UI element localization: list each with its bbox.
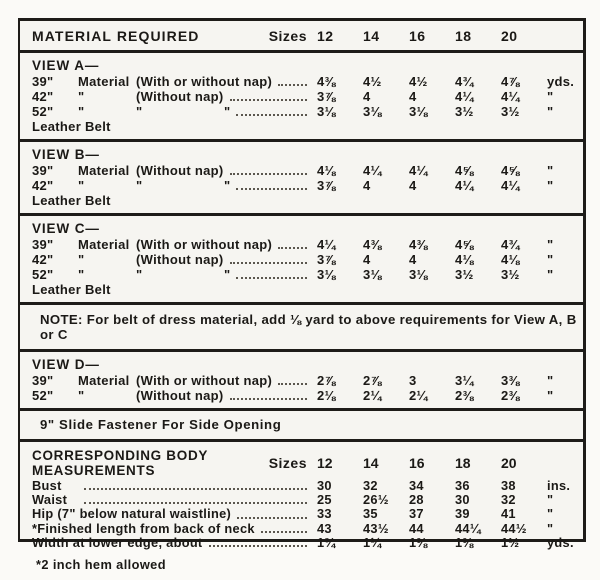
size-column: 14	[363, 28, 380, 44]
dotted-leader	[237, 517, 307, 519]
value-cell: 4	[363, 89, 371, 104]
row-label-part: Material	[78, 373, 130, 388]
row-label-part: Hip (7" below natural waistline)	[32, 506, 232, 522]
value-cell: 2⅞	[363, 373, 382, 388]
hem-footnote: *2 inch hem allowed	[36, 557, 166, 573]
body-title-line1: CORRESPONDING BODY	[32, 448, 209, 463]
value-cell: 37	[409, 506, 424, 522]
size-column: 12	[317, 455, 333, 471]
row-label-part: (Without nap)	[136, 252, 224, 267]
value-cell: 38	[501, 478, 516, 493]
row-label-part: "	[78, 267, 85, 282]
table-header	[20, 21, 583, 50]
value-cell: 4⅝	[455, 237, 474, 252]
row-label	[32, 119, 547, 134]
value-cell: 4⅛	[317, 163, 336, 178]
value-cell: 4⅞	[501, 74, 520, 89]
row-values	[317, 522, 547, 536]
row-label	[32, 522, 317, 536]
row-label-part: Leather Belt	[32, 282, 111, 297]
value-cell: 3⅛	[317, 104, 336, 119]
unit-cell: "	[547, 178, 554, 193]
row-label-part: "	[224, 104, 231, 119]
value-cell: 1⅜	[455, 534, 474, 550]
size-column: 18	[455, 455, 471, 471]
value-cell: 4¼	[455, 89, 474, 104]
unit-cell: "	[547, 163, 554, 178]
dotted-leader	[261, 531, 307, 533]
row-label	[32, 104, 317, 119]
row-label-part: Leather Belt	[32, 193, 111, 208]
row-label-part: Width at lower edge, about	[32, 534, 203, 550]
view-title: VIEW B—	[32, 147, 100, 162]
value-cell: 4⅝	[455, 163, 474, 178]
views-sections	[20, 50, 583, 302]
row-label-part: "	[224, 267, 231, 282]
row-values	[317, 89, 547, 104]
unit-cell: "	[547, 89, 554, 104]
row-label-part: *Finished length from back of neck	[32, 520, 255, 536]
table-row	[20, 388, 583, 403]
value-cell: 30	[455, 492, 470, 508]
table-row	[20, 479, 583, 493]
size-column: 14	[363, 455, 379, 471]
row-label-part: 52"	[32, 104, 54, 119]
value-cell: 43	[317, 520, 332, 536]
body-title-line2: MEASUREMENTS	[32, 463, 156, 478]
row-label	[32, 237, 317, 252]
unit-cell: yds.	[547, 74, 575, 89]
body-measurement-rows	[20, 479, 583, 550]
size-column: 16	[409, 28, 426, 44]
row-label-part: 42"	[32, 89, 54, 104]
value-cell: 30	[317, 478, 332, 493]
table-row	[20, 119, 583, 134]
row-label	[32, 282, 547, 297]
value-cell: 34	[409, 478, 424, 493]
value-cell: 2¼	[363, 388, 382, 403]
row-label	[32, 479, 317, 493]
row-label	[32, 536, 317, 550]
value-cell: 3⅞	[317, 252, 336, 267]
unit-cell: "	[547, 267, 554, 282]
dotted-leader	[278, 383, 307, 385]
row-label-part: "	[78, 252, 85, 267]
row-label-part: 39"	[32, 373, 54, 388]
value-cell: 3½	[455, 104, 474, 119]
row-label-part: (With or without nap)	[136, 74, 273, 89]
view-title: VIEW A—	[32, 58, 100, 73]
value-cell: 35	[363, 506, 378, 522]
table-row	[20, 507, 583, 521]
value-cell: 4¼	[363, 163, 382, 178]
size-column: 20	[501, 28, 518, 44]
value-cell: 4½	[363, 74, 382, 89]
value-cell: 2⅜	[501, 388, 520, 403]
value-cell: 2⅛	[317, 388, 336, 403]
dotted-leader	[236, 188, 307, 190]
table-row	[20, 237, 583, 252]
value-cell: 3⅛	[363, 104, 382, 119]
row-label-part: "	[78, 388, 85, 403]
row-label-part: (Without nap)	[136, 89, 224, 104]
value-cell: 3½	[501, 267, 520, 282]
dotted-leader	[230, 99, 307, 101]
row-values	[317, 163, 547, 178]
value-cell: 4¼	[317, 237, 336, 252]
value-cell: 3⅛	[409, 104, 428, 119]
table-row	[20, 104, 583, 119]
value-cell: 33	[317, 506, 332, 522]
value-cell: 2⅜	[455, 388, 474, 403]
row-label-part: 42"	[32, 252, 54, 267]
note-band	[20, 302, 583, 349]
unit-cell: "	[547, 104, 554, 119]
value-cell: 44½	[501, 520, 527, 536]
dotted-leader	[278, 84, 307, 86]
table-row	[20, 178, 583, 193]
row-label	[32, 74, 317, 89]
row-values	[317, 388, 547, 403]
body-measurements-title	[32, 448, 208, 478]
dotted-leader	[84, 502, 307, 504]
pattern-yardage-table	[18, 18, 586, 573]
row-label-part: Leather Belt	[32, 119, 111, 134]
value-cell: 4¼	[501, 89, 520, 104]
table-row	[20, 536, 583, 550]
table-row	[20, 74, 583, 89]
row-label-part: (With or without nap)	[136, 237, 273, 252]
row-values	[317, 252, 547, 267]
body-sizes-label: Sizes	[268, 455, 307, 471]
unit-cell: "	[547, 237, 554, 252]
value-cell: 4	[409, 89, 417, 104]
sizes-label: Sizes	[268, 28, 307, 44]
value-cell: 4¼	[409, 163, 428, 178]
value-cell: 3	[409, 373, 417, 388]
value-cell: 4½	[409, 74, 428, 89]
value-cell: 44	[409, 520, 424, 536]
row-values	[317, 493, 547, 507]
unit-cell: "	[547, 373, 554, 388]
row-label	[32, 388, 317, 403]
row-label	[32, 507, 317, 521]
fastener-text: 9" Slide Fastener For Side Opening	[40, 417, 282, 432]
unit-cell: ins.	[547, 478, 571, 493]
value-cell: 1¼	[363, 534, 382, 550]
value-cell: 3¼	[455, 373, 474, 388]
value-cell: 2¼	[409, 388, 428, 403]
fastener-band	[20, 408, 583, 439]
view-section	[20, 349, 583, 408]
value-cell: 3⅛	[363, 267, 382, 282]
value-cell: 3⅞	[317, 89, 336, 104]
row-label-part: Material	[78, 237, 130, 252]
row-label-part: Bust	[32, 478, 62, 493]
value-cell: 1⅜	[409, 534, 428, 550]
body-header-label-area	[32, 448, 317, 478]
table-row	[20, 252, 583, 267]
dotted-leader	[84, 488, 307, 490]
row-values	[317, 536, 547, 550]
table-header-label-area	[32, 28, 317, 44]
row-label-part: (Without nap)	[136, 163, 224, 178]
view-section	[20, 213, 583, 302]
row-values	[317, 507, 547, 521]
table-row	[20, 282, 583, 297]
row-label-part: 39"	[32, 237, 54, 252]
table-row	[20, 267, 583, 282]
row-values	[317, 104, 547, 119]
value-cell: 32	[501, 492, 516, 508]
row-values	[317, 373, 547, 388]
row-label-part: "	[136, 178, 143, 193]
row-label	[32, 178, 317, 193]
value-cell: 2⅞	[317, 373, 336, 388]
row-label-part: Material	[78, 74, 130, 89]
value-cell: 4⅛	[501, 252, 520, 267]
unit-cell: "	[547, 252, 554, 267]
dotted-leader	[209, 545, 308, 547]
value-cell: 4	[409, 252, 417, 267]
unit-cell: yds.	[547, 534, 574, 550]
value-cell: 4⅝	[501, 163, 520, 178]
table-row	[20, 373, 583, 388]
value-cell: 41	[501, 506, 516, 522]
view-d-section	[20, 349, 583, 408]
value-cell: 3½	[501, 104, 520, 119]
value-cell: 36	[455, 478, 470, 493]
unit-cell: "	[547, 520, 554, 536]
body-measurements-section	[20, 439, 583, 580]
view-title: VIEW C—	[32, 221, 100, 236]
row-label-part: 52"	[32, 267, 54, 282]
value-cell: 3⅞	[317, 178, 336, 193]
table-row	[20, 522, 583, 536]
dotted-leader	[236, 277, 307, 279]
size-columns	[317, 28, 547, 44]
row-label-part: "	[78, 104, 85, 119]
value-cell: 4¼	[455, 178, 474, 193]
value-cell: 3⅛	[409, 267, 428, 282]
dotted-leader	[230, 398, 307, 400]
value-cell: 39	[455, 506, 470, 522]
row-values	[317, 479, 547, 493]
body-measurements-header	[20, 447, 583, 479]
table-row	[20, 163, 583, 178]
dotted-leader	[230, 173, 307, 175]
value-cell: 28	[409, 492, 424, 508]
row-values	[317, 237, 547, 252]
value-cell: 4¾	[455, 74, 474, 89]
value-cell: 4	[363, 252, 371, 267]
value-cell: 3½	[455, 267, 474, 282]
value-cell: 4¾	[501, 237, 520, 252]
size-column: 18	[455, 28, 472, 44]
value-cell: 25	[317, 492, 332, 508]
row-label	[32, 89, 317, 104]
dotted-leader	[278, 247, 307, 249]
table-row	[20, 493, 583, 507]
row-label-part: "	[78, 178, 85, 193]
row-label	[32, 163, 317, 178]
view-title: VIEW D—	[32, 357, 100, 372]
row-values	[317, 178, 547, 193]
row-values	[317, 267, 547, 282]
row-label-part: Material	[78, 163, 130, 178]
row-label-part: 42"	[32, 178, 54, 193]
row-label	[32, 193, 547, 208]
unit-cell: "	[547, 492, 554, 508]
row-label-part: "	[78, 89, 85, 104]
value-cell: 4¼	[501, 178, 520, 193]
table-title: MATERIAL REQUIRED	[32, 28, 200, 44]
row-label	[32, 252, 317, 267]
row-label	[32, 493, 317, 507]
value-cell: 1½	[501, 534, 520, 550]
value-cell: 4⅜	[409, 237, 428, 252]
unit-cell: "	[547, 388, 554, 403]
view-section	[20, 50, 583, 139]
note-text: NOTE: For belt of dress material, add ⅛ yard to above requirements for View A, B or C	[40, 312, 577, 342]
dotted-leader	[230, 262, 307, 264]
value-cell: 4⅜	[317, 74, 336, 89]
table-row	[20, 193, 583, 208]
row-label-part: (Without nap)	[136, 388, 224, 403]
value-cell: 4⅛	[455, 252, 474, 267]
row-label-part: 52"	[32, 388, 54, 403]
value-cell: 4	[363, 178, 371, 193]
row-label-part: "	[136, 267, 143, 282]
size-column: 20	[501, 455, 517, 471]
row-label	[32, 267, 317, 282]
row-label-part: 39"	[32, 163, 54, 178]
row-label-part: (With or without nap)	[136, 373, 273, 388]
view-section	[20, 139, 583, 213]
row-label-part: Waist	[32, 492, 68, 508]
value-cell: 3⅜	[501, 373, 520, 388]
row-label-part: "	[136, 104, 143, 119]
dotted-leader	[236, 114, 307, 116]
value-cell: 4	[409, 178, 417, 193]
value-cell: 1¾	[317, 534, 336, 550]
body-size-columns	[317, 455, 547, 471]
value-cell: 4⅜	[363, 237, 382, 252]
value-cell: 44¼	[455, 520, 481, 536]
row-values	[317, 74, 547, 89]
size-column: 16	[409, 455, 425, 471]
size-column: 12	[317, 28, 334, 44]
value-cell: 43½	[363, 520, 389, 536]
table-row	[20, 89, 583, 104]
row-label-part: "	[224, 178, 231, 193]
value-cell: 3⅛	[317, 267, 336, 282]
row-label-part: 39"	[32, 74, 54, 89]
row-label	[32, 373, 317, 388]
value-cell: 32	[363, 478, 378, 493]
value-cell: 26½	[363, 492, 389, 508]
unit-cell: "	[547, 506, 554, 522]
